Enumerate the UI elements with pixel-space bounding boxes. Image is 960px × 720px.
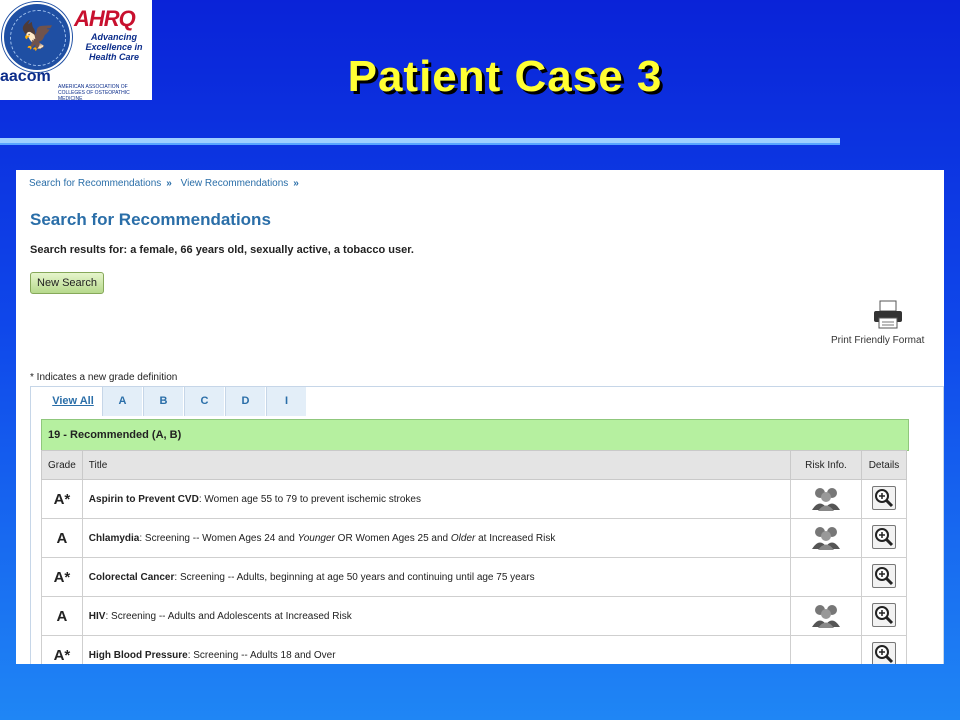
grade-cell: A <box>42 519 83 558</box>
col-grade: Grade <box>42 451 83 480</box>
col-details: Details <box>862 451 907 480</box>
new-search-button[interactable]: New Search <box>30 272 104 294</box>
results-panel <box>30 386 944 664</box>
ahrq-tagline: Advancing Excellence in Health Care <box>85 32 143 62</box>
details-cell <box>862 558 907 597</box>
table-row <box>42 480 907 519</box>
details-cell <box>862 636 907 665</box>
tab-a[interactable]: A <box>102 387 143 416</box>
people-group-icon[interactable] <box>810 524 842 550</box>
title-cell: High Blood Pressure: Screening -- Adults 18 and Over <box>82 636 790 665</box>
ahrq-logo: AHRQ <box>74 6 135 31</box>
eagle-icon: 🦅 <box>20 19 55 52</box>
tab-view-all[interactable]: View All <box>45 387 102 416</box>
breadcrumb: Search for Recommendations » View Recommendations » <box>29 178 299 189</box>
details-cell <box>862 597 907 636</box>
people-group-icon[interactable] <box>810 602 842 628</box>
magnify-icon[interactable] <box>872 603 896 627</box>
grade-cell: A* <box>42 558 83 597</box>
slide-title: Patient Case 3 <box>347 52 663 101</box>
recommendations-table <box>41 450 907 664</box>
aacom-logo: aacom <box>0 68 51 85</box>
grade-note: * Indicates a new grade definition <box>30 372 178 383</box>
title-cell: HIV: Screening -- Adults and Adolescents at Increased Risk <box>82 597 790 636</box>
tab-d[interactable]: D <box>225 387 266 416</box>
risk-cell <box>791 636 862 665</box>
tab-b[interactable]: B <box>143 387 184 416</box>
details-cell <box>862 480 907 519</box>
print-friendly-link[interactable]: Print Friendly Format <box>831 335 925 346</box>
table-row <box>42 558 907 597</box>
magnify-icon[interactable] <box>872 564 896 588</box>
topic-link[interactable]: High Blood Pressure <box>88 649 188 661</box>
grade-tabs <box>45 387 307 416</box>
risk-cell <box>791 558 862 597</box>
embedded-webpage <box>16 170 944 664</box>
magnify-icon[interactable] <box>872 642 896 665</box>
breadcrumb-search[interactable]: Search for Recommendations <box>29 178 162 189</box>
title-divider <box>0 138 840 145</box>
title-cell: Chlamydia: Screening -- Women Ages 24 and Younger OR Women Ages 25 and Older at Increased Risk <box>82 519 790 558</box>
risk-cell <box>791 519 862 558</box>
topic-link[interactable]: Chlamydia <box>88 532 140 544</box>
page-title: Search for Recommendations <box>30 210 271 229</box>
topic-link[interactable]: HIV <box>88 610 106 622</box>
risk-cell <box>791 597 862 636</box>
table-row <box>42 597 907 636</box>
magnify-icon[interactable] <box>872 525 896 549</box>
table-row <box>42 636 907 665</box>
title-cell: Colorectal Cancer: Screening -- Adults, beginning at age 50 years and continuing until age 75 years <box>82 558 790 597</box>
grade-cell: A* <box>42 480 83 519</box>
topic-link[interactable]: Colorectal Cancer <box>88 571 175 583</box>
title-cell: Aspirin to Prevent CVD: Women age 55 to 79 to prevent ischemic strokes <box>82 480 790 519</box>
people-group-icon[interactable] <box>810 485 842 511</box>
grade-cell: A <box>42 597 83 636</box>
search-results-summary: Search results for: a female, 66 years old, sexually active, a tobacco user. <box>30 244 414 256</box>
tab-i[interactable]: I <box>266 387 307 416</box>
risk-cell <box>791 480 862 519</box>
group-header: 19 - Recommended (A, B) <box>41 419 909 451</box>
topic-link[interactable]: Aspirin to Prevent CVD <box>88 493 199 505</box>
printer-icon[interactable] <box>872 300 904 330</box>
aacom-subtitle: AMERICAN ASSOCIATION OF COLLEGES OF OSTEOPATHIC MEDICINE <box>58 84 130 102</box>
grade-cell: A* <box>42 636 83 665</box>
col-title: Title <box>82 451 790 480</box>
details-cell <box>862 519 907 558</box>
col-risk: Risk Info. <box>791 451 862 480</box>
tab-c[interactable]: C <box>184 387 225 416</box>
magnify-icon[interactable] <box>872 486 896 510</box>
table-row <box>42 519 907 558</box>
breadcrumb-view[interactable]: View Recommendations <box>180 178 289 189</box>
